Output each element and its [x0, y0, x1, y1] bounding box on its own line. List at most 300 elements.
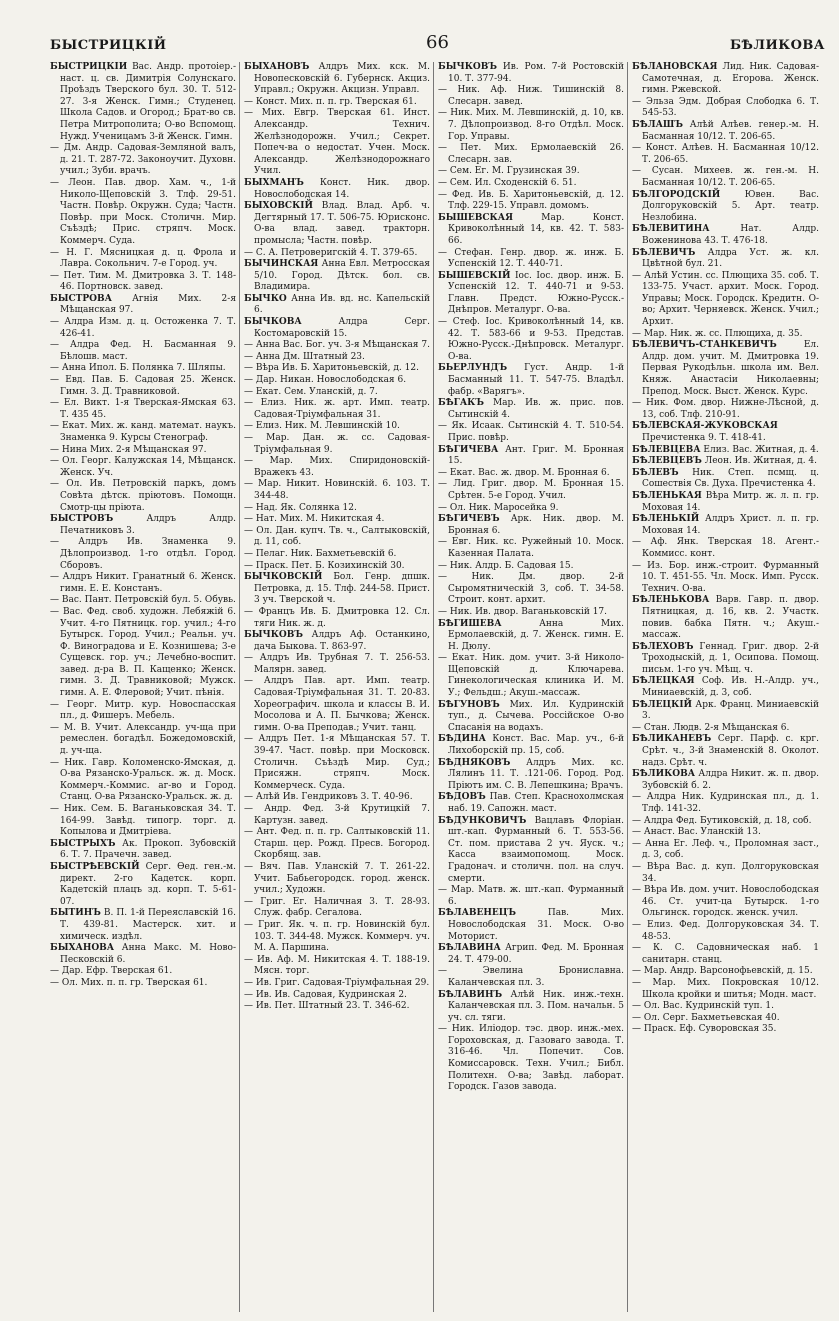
entry-details: Мар. Ник. ж. сс. Плющиха, д. 35. [643, 328, 803, 339]
directory-entry [50, 839, 236, 862]
directory-entry [632, 166, 819, 189]
entry-details: Арк. Ник. двор. М. Бронная 6. [448, 514, 624, 536]
entry-details: Анна Дм. Штатный 23. [255, 351, 365, 362]
entry-details: Нат. Мих. М. Никитская 4. [255, 514, 385, 525]
entry-details: Лид. Григ. двор. М. Бронная 15. Срѣтен. 5-е Город. Учил. [448, 479, 624, 501]
entry-details: С. А. Петроверигскій 4. Т. 379-65. [255, 247, 418, 258]
directory-entry [438, 537, 624, 560]
entry-details: Алдра Ник. Кудринская пл., д. 1. Тлф. 141-32. [642, 792, 819, 814]
directory-entry [50, 700, 236, 723]
entry-surname: БѢЛЕВСКАЯ-ЖУКОВСКАЯ [632, 421, 778, 432]
entry-details: Пет. Тим. М. Дмитровка 3. Т. 148-46. Портновск. завед. [60, 270, 236, 293]
entry-details: Фед. Ив. Б. Харитоньевскій, д. 12. Тлф. 229-15. Управл. домомъ. [448, 189, 624, 212]
entry-details: Евг. Ник. кс. Ружейный 10. Моск. Казенная Палата. [448, 537, 624, 559]
entry-details: Францъ Ив. Б. Дмитровка 12. Сл. тяги Ник. ж. д. [254, 606, 430, 629]
directory-entry [632, 120, 819, 143]
entry-surname: БѢЛАВЕНЕЦЪ [438, 908, 517, 919]
directory-entry [438, 213, 624, 248]
entry-details: Мар. Ив. ж. прис. пов. Сытинскій 4. [448, 398, 624, 420]
entry-details: Ник. Степ. псмщ. ц. Сошествія Св. Духа. Пречистенка 4. [642, 467, 819, 490]
directory-entry [50, 398, 236, 421]
entry-details: Ив. Ив. Садовая, Кудринская 2. [255, 989, 407, 1000]
directory-entry [632, 862, 819, 885]
directory-entry [632, 468, 819, 491]
directory-entry [50, 421, 236, 444]
entry-surname: БЫСТРОВА [50, 293, 112, 304]
entry-details: Стефан. Генр. двор. ж. инж. Б. Успенскій 12. Т. 440-71. [448, 247, 624, 270]
entry-details: Алѣй Ник. инж.-техн. Каланчевская пл. 3. Пом. начальн. 5 уч. сл. тяги. [448, 989, 624, 1023]
entry-details: Евд. Пав. Б. Садовая 25. Женск. Гимн. 3. Д. Травниковой. [60, 375, 236, 397]
directory-entry [438, 62, 624, 85]
directory-entry [438, 885, 624, 908]
entry-details: Екат. Ник. дом. учит. 3-й Николо-Щеповскій д. Ключарева. Гинекологическая клиника И. М. У.; Фельдш.; Акуш.-массаж. [448, 653, 624, 699]
page-header [50, 28, 825, 58]
entry-details: М. В. Учит. Александр. уч-ща при ремеслен. богадѣл. Божедомовскій, д. уч-ща. [60, 722, 236, 757]
entry-details: Леон. Ив. Житная, д. 4. [704, 456, 818, 467]
entry-details: Агрип. Фед. М. Бронная 24. Т. 479-00. [448, 943, 624, 965]
entry-details: Ак. Прокоп. Зубовскій 6. Т. 7. Прачечн. завед. [60, 838, 236, 861]
entry-details: Мар. Конст. Кривоколѣнный 14, кв. 42. Т. 583-66. [448, 212, 624, 246]
directory-entry [244, 676, 430, 734]
entry-details: Ник. Гавр. Коломенско-Ямская, д. О-ва Рязанско-Уральск. ж. д. Моск. Коммерч.-Коммис. аг-во и Город. Станц. О-ва Рязанско-Уральск. ж. д. [60, 757, 236, 803]
directory-entry [632, 421, 819, 444]
entry-details: Алдра Уст. ж. кл. Цвѣтной бул. 21. [642, 247, 819, 270]
directory-entry [438, 143, 624, 166]
directory-entry [438, 166, 624, 178]
entry-details: Елиз. Вас. Житная, д. 4. [703, 444, 819, 455]
entry-details: Алѣй Алѣев. генер.-м. Н. Басманная 10/12. Т. 206-65. [642, 119, 819, 142]
entry-details: Елиз. Фед. Долгоруковская 34. Т. 48-53. [642, 919, 819, 942]
directory-entry [50, 363, 236, 375]
entry-details: Серг. Ѳед. ген.-м. директ. 2-го Кадетск. корп. Кадетскій плацъ зд. корп. Т. 5-61-07. [60, 861, 236, 907]
directory-columns [50, 62, 825, 1312]
entry-details: Алдра Фед. Н. Басманная 9. Бѣлошв. маст. [60, 340, 236, 362]
entry-surname: БЫЧКОВЪ [244, 630, 303, 641]
directory-entry [632, 676, 819, 699]
entry-surname: БѢЛЕНЬКОВА [632, 595, 710, 606]
header-left-catchword: БЫСТРИЦКІЙ [50, 38, 167, 53]
directory-entry [50, 804, 236, 839]
entry-details: Елиз. Ник. ж. арт. Имп. театр. Садовая-Тріумфальная 31. [254, 398, 430, 420]
directory-entry [438, 908, 624, 943]
directory-entry [244, 1001, 430, 1013]
column-2 [244, 62, 434, 1312]
entry-surname: БЫЧКОВЪ [438, 62, 497, 72]
entry-surname: БѢЛЕВИТИНА [632, 224, 710, 235]
directory-entry [244, 317, 430, 340]
directory-entry [244, 827, 430, 862]
entry-details: Ол. Мих. п. п. гр. Тверская 61. [61, 977, 208, 988]
directory-entry [244, 62, 430, 97]
directory-entry [632, 978, 819, 1001]
entry-details: Григ. Ег. Наличная 3. Т. 28-93. Служ. фабр. Сегалова. [254, 896, 430, 919]
directory-entry [50, 294, 236, 317]
entry-surname: БЫЧКО [244, 293, 287, 304]
entry-details: Варв. Гавр. п. двор. Пятницкая, д. 16, кв. 2. Участк. повив. бабка Пятн. ч.; Акуш.-массаж. [642, 595, 819, 641]
directory-entry [244, 340, 430, 352]
entry-surname: БѢЛАНОВСКАЯ [632, 62, 718, 72]
entry-details: Вас. Пант. Петровскій бул. 5. Обувь. [61, 595, 236, 606]
directory-entry [50, 340, 236, 363]
directory-entry [50, 514, 236, 537]
entry-details: Сем. Ил. Сходенскій 6. 51. [449, 177, 577, 188]
directory-entry [632, 920, 819, 943]
entry-surname: БѢЛЕВИЧЪ-СТАНКЕВИЧЪ [632, 340, 777, 351]
entry-details: Ел. Викт. 1-я Тверская-Ямская 63. Т. 435 45. [60, 398, 236, 420]
directory-entry [244, 387, 430, 399]
entry-details: Алдръ Христ. л. п. гр. Моховая 14. [642, 514, 819, 536]
directory-entry [438, 468, 624, 480]
entry-surname: БѢЛЕНЬКІЙ [632, 514, 700, 525]
entry-surname: БѢДОВЪ [438, 792, 486, 803]
directory-entry [244, 862, 430, 897]
entry-details: Вас. Андр. протоіер.-наст. ц. св. Димитрія Солунскаго. Проѣздъ Тверского бул. 30. Т. 512-27. 3-я Женск. Гимн.; Студенец. Школа Садов. и Огород.; Брат-во св. Петра Митрополита; О-во Вспомощ. Нужд. Ученицамъ 3-й Женск. Гимн. [60, 62, 236, 142]
directory-entry [438, 943, 624, 966]
entry-details: Іос. Іос. двор. инж. Б. Успенскій 12. Т. 440-71 и 9-53. Главн. Предст. Южно-Русск.-Днѣпров. Металург. О-ва. [448, 270, 624, 316]
entry-surname: БЫХОВСКІЙ [244, 201, 313, 212]
entry-surname: БЫХМАНЪ [244, 177, 304, 188]
directory-entry [244, 734, 430, 792]
directory-entry [632, 491, 819, 514]
entry-details: Мар. Мих. Покровская 10/12. Школа кройки и шитья; Модн. маст. [642, 977, 819, 1000]
directory-entry [632, 190, 819, 225]
entry-details: Алдръ Пав. арт. Имп. театр. Садовая-Тріумфальная 31. Т. 20-83. Хореографич. школа и классы В. И. Мосолова и А. П. Бычкова; Женск. гимн. О-ва Преподав.; Учит. танц. [254, 676, 430, 733]
directory-entry [632, 456, 819, 468]
entry-surname: БѢДУНКОВИЧЪ [438, 815, 527, 826]
entry-details: К. С. Садовническая наб. 1 санитарн. станц. [642, 943, 819, 965]
entry-details: Серг. Парф. с. крг. Срѣт. ч., 3-й Знаменскій 8. Околот. надз. Срѣт. ч. [642, 734, 819, 768]
entry-details: Ив. Аф. М. Никитская 4. Т. 188-19. Мясн. торг. [254, 954, 430, 977]
entry-details: Стеф. Іос. Кривоколѣнный 14, кв. 42. Т. 583-66 и 9-53. Представ. Южно-Русск.-Днѣпровск. Металург. О-ва. [448, 317, 624, 362]
entry-surname: БЬЕРЛУНДЪ [438, 363, 508, 374]
entry-details: Алдра Никит. ж. п. двор. Зубовскій б. 2. [642, 769, 819, 791]
entry-details: Дм. Андр. Садовая-Земляной валъ, д. 21. Т. 287-72. Законоучит. Духовн. учил.; Зуби. врачъ. [60, 143, 236, 177]
entry-details: Георг. Митр. кур. Новоспасская пл., д. Фишеръ. Мебель. [60, 699, 236, 722]
directory-entry [50, 248, 236, 271]
entry-details: Алдра Фед. Бутиковскій, д. 18, соб. [643, 815, 812, 826]
directory-entry [244, 259, 430, 294]
entry-surname: БЫСТРОВЪ [50, 514, 114, 525]
directory-entry [438, 503, 624, 515]
entry-details: Екат. Сем. Уланскій, д. 7. [255, 386, 378, 397]
entry-details: Ник. Алдр. Б. Садовая 15. [449, 560, 574, 571]
entry-details: Мих. Ил. Кудринскій туп., д. Сычева. Россійское О-во Спасанія на водахъ. [448, 699, 624, 733]
directory-entry [438, 619, 624, 654]
directory-entry [438, 363, 624, 398]
directory-entry [438, 421, 624, 444]
entry-details: Анна Ипол. Б. Полянка 7. Шляпы. [61, 363, 226, 374]
directory-entry [244, 630, 430, 653]
directory-entry [50, 978, 236, 990]
entry-details: Алѣй Ив. Гендриковъ 3. Т. 40-96. [255, 792, 413, 803]
entry-details: Конст. Алѣев. Н. Басманная 10/12. Т. 206-65. [642, 143, 819, 165]
entry-details: Агнія Мих. 2-я Мѣщанская 97. [60, 293, 236, 316]
entry-surname: БЫЧКОВСКІЙ [244, 572, 323, 583]
directory-entry [438, 792, 624, 815]
entry-surname: БЫСТРѢЕВСКІЙ [50, 861, 140, 872]
directory-entry [632, 943, 819, 966]
directory-entry [244, 352, 430, 364]
directory-entry [244, 990, 430, 1002]
entry-details: Ник. Иліодор. тэс. двор. инж.-мех. Гороховская, д. Газоваго завода. Т. 316-46. Чл. Попечит. Сов. Комиссаровск. Техн. Учил.; Библ. Политехн. О-ва; Завѣд. лаборат. Городск. Газов завода. [448, 1024, 624, 1093]
entry-surname: БЫСТРЫХЪ [50, 838, 116, 849]
entry-details: Вѣра Вас. д. куп. Долгоруковская 34. [642, 861, 819, 884]
entry-details: Алдра Изм. д. ц. Остоженка 7. Т. 426-41. [60, 317, 236, 339]
entry-details: Лид. Ник. Садовая-Самотечная, д. Егорова. Женск. гимн. Ржевской. [642, 62, 819, 96]
directory-entry [438, 561, 624, 573]
directory-entry [632, 537, 819, 560]
entry-surname: БЫЧИНСКАЯ [244, 259, 319, 270]
directory-entry [632, 700, 819, 723]
entry-details: Ник. Мих. М. Левшинскій, д. 10, кв. 7. Дѣлопроизвод. 8-го Отдѣл. Моск. Гор. Управы. [448, 108, 624, 142]
directory-entry [632, 769, 819, 792]
directory-entry [244, 178, 430, 201]
entry-details: Эльза Эдм. Добрая Слободка 6. Т. 545-53. [642, 96, 819, 119]
directory-entry [244, 97, 430, 109]
directory-entry [50, 723, 236, 758]
entry-details: Конст. Ник. двор. Новослободская 14. [254, 177, 430, 200]
directory-entry [438, 966, 624, 989]
directory-entry [244, 897, 430, 920]
entry-details: Леон. Пав. двор. Хам. ч., 1-й Николо-Щеповскій 3. Тлф. 29-51. Частн. Повѣр. Окружн. Суда; Частн. Повѣр. при Моск. Столичн. Мир. Съѣздѣ; Прис. стряпч. Моск. Коммерч. Суда. [60, 177, 236, 246]
directory-entry [438, 190, 624, 213]
directory-entry [244, 433, 430, 456]
directory-entry [632, 792, 819, 815]
directory-entry [50, 758, 236, 804]
entry-details: Стан. Людв. 2-я Мѣщанская 6. [643, 722, 790, 733]
directory-entry [632, 271, 819, 329]
entry-surname: БѢЛЕВЦЕВА [632, 444, 701, 455]
entry-details: Сем. Ег. М. Грузинская 39. [449, 166, 580, 177]
entry-surname: БѢЛЕВИЧЪ [632, 247, 696, 258]
directory-entry [438, 445, 624, 468]
directory-entry [438, 700, 624, 735]
directory-entry [438, 607, 624, 619]
directory-entry [438, 271, 624, 317]
directory-entry [244, 375, 430, 387]
directory-entry [438, 734, 624, 757]
directory-entry [438, 317, 624, 363]
entry-details: Анна Вас. Бог. уч. 3-я Мѣщанская 7. [255, 340, 430, 351]
entry-details: Ювен. Вас. Долгоруковскій 5. Арт. театр. Незлобина. [642, 189, 819, 223]
entry-details: Як. Исаак. Сытинскій 4. Т. 510-54. Прис. повѣр. [448, 421, 624, 443]
directory-entry [438, 653, 624, 699]
entry-surname: БѢГИЧЕВА [438, 444, 499, 455]
directory-entry [50, 595, 236, 607]
entry-details: В. П. 1-й Переяславскій 16. Т. 439-81. Мастерск. хит. и химическ. издѣл. [60, 908, 236, 942]
entry-surname: БѢЛЕВЦЕВЪ [632, 456, 702, 467]
directory-entry [50, 862, 236, 908]
directory-entry [244, 108, 430, 178]
directory-entry [632, 340, 819, 398]
entry-surname: БѢГИШЕВА [438, 618, 502, 629]
directory-entry [244, 955, 430, 978]
directory-entry [632, 642, 819, 677]
entry-details: Ив. Пет. Штатный 23. Т. 346-62. [255, 1001, 410, 1012]
entry-surname: БЫШЕВСКІЙ [438, 270, 511, 281]
entry-details: Анна Макс. М. Ново-Песковскій 6. [60, 943, 236, 965]
entry-surname: БЫТИНЪ [50, 908, 101, 919]
directory-entry [50, 572, 236, 595]
directory-entry [632, 966, 819, 978]
directory-entry [244, 561, 430, 573]
directory-entry [632, 445, 819, 457]
directory-entry [50, 143, 236, 178]
directory-entry [50, 445, 236, 457]
entry-details: Анна Мих. Ермолаевскій, д. 7. Женск. гимн. Е. Н. Дюлу. [448, 618, 624, 652]
entry-surname: БѢЛЕЦКАЯ [632, 676, 695, 687]
directory-entry [632, 329, 819, 341]
entry-details: Алдръ Ив. Знаменка 9. Дѣлопроизвод. 1-го отдѣл. Город. Сборовъ. [60, 537, 236, 571]
entry-surname: БѢЛАВИНЪ [438, 989, 503, 1000]
directory-entry [244, 526, 430, 549]
entry-surname: БЫШЕВСКАЯ [438, 212, 514, 223]
directory-entry [438, 514, 624, 537]
entry-details: Ол. Георг. Калужская 14, Мѣщанск. Женск. Уч. [60, 456, 236, 478]
entry-surname: БѢЛАШЪ [632, 119, 683, 130]
entry-details: Григ. Як. ч. п. гр. Новинскій бул. 103. Т. 344-48. Мужск. Коммерч. уч. М. А. Паршина. [254, 919, 430, 954]
directory-entry [632, 561, 819, 596]
directory-entry [50, 271, 236, 294]
directory-entry [50, 375, 236, 398]
header-right-catchword: БѢЛИКОВА [729, 38, 825, 53]
entry-details: Ант. Фед. п. п. гр. Салтыковскій 11. Старш. цер. Рожд. Пресв. Богород. Скорбящ. зав. [254, 827, 430, 861]
directory-entry [632, 514, 819, 537]
entry-details: Анна Ив. вд. нс. Капельскій 6. [254, 293, 430, 316]
directory-entry [438, 178, 624, 190]
entry-details: Мар. Дан. ж. сс. Садовая-Тріумфальная 9. [254, 433, 430, 455]
page-number: 66 [426, 32, 449, 53]
entry-details: Ив. Ром. 7-й Ростовскій 10. Т. 377-94. [448, 62, 624, 84]
entry-details: Мар. Матв. ж. шт.-кап. Фурманный 6. [448, 885, 624, 907]
entry-surname: БѢЛЕВЪ [632, 467, 679, 478]
entry-surname: БѢДНЯКОВЪ [438, 757, 511, 768]
entry-details: Праск. Еф. Суворовская 35. [643, 1024, 777, 1035]
directory-entry [438, 248, 624, 271]
directory-entry [632, 248, 819, 271]
directory-entry [438, 85, 624, 108]
entry-details: Мар. Никит. Новинскій. 6. 103. Т. 344-48. [254, 479, 430, 501]
directory-entry [632, 224, 819, 247]
directory-entry [244, 503, 430, 515]
entry-details: Арк. Франц. Миниаевскій 3. [642, 699, 819, 722]
entry-details: Анна Евл. Метросская 5/10. Город. Дѣтск. бол. св. Владимира. [254, 259, 430, 293]
column-1 [50, 62, 240, 1312]
entry-details: Вѣра Митр. ж. л. п. гр. Моховая 14. [642, 490, 819, 513]
entry-surname: БѢГУНОВЪ [438, 699, 500, 710]
directory-entry [632, 398, 819, 421]
entry-surname: БѢЛАВИНА [438, 943, 501, 954]
entry-details: Над. Як. Солянка 12. [255, 502, 357, 513]
column-4 [632, 62, 822, 1312]
entry-details: Соф. Ив. Н.-Алдр. уч., Миниаевскій, д. 3, соб. [642, 676, 819, 699]
entry-details: Ол. Ив. Петровскій паркъ, домъ Совѣта дѣтск. пріютовъ. Помощн. Смотр-цы пріюта. [60, 479, 236, 513]
entry-surname: БѢДИНА [438, 734, 486, 745]
directory-entry [50, 943, 236, 966]
directory-entry [632, 839, 819, 862]
directory-entry [438, 398, 624, 421]
entry-details: Пет. Мих. Ермолаевскій 26. Слесарн. зав. [448, 143, 624, 165]
directory-entry [632, 723, 819, 735]
entry-details: Алдра Серг. Костомаровскій 15. [254, 317, 430, 339]
entry-surname: БѢЛИКОВА [632, 769, 696, 780]
directory-entry [438, 572, 624, 607]
entry-details: Н. Г. Мясницкая д. ц. Фрола и Лавра. Сокольнич. 7-е Город. уч. [60, 247, 236, 270]
entry-details: Ант. Григ. М. Бронная 15. [448, 444, 624, 467]
entry-details: Нина Мих. 2-я Мѣщанская 97. [61, 444, 207, 455]
entry-details: Бол. Генр. дпшк. Петровка, д. 15. Тлф. 244-58. Прист. 3 уч. Тверской ч. [254, 572, 430, 606]
entry-details: Густ. Андр. 1-й Басманный 11. Т. 547-75. Владѣл. фабр. «Варягъ». [448, 363, 624, 397]
entry-details: Сусан. Михеев. ж. ген.-м. Н. Басманная 10/12. Т. 206-65. [642, 166, 819, 188]
directory-entry [632, 143, 819, 166]
directory-entry [50, 966, 236, 978]
directory-entry [438, 108, 624, 143]
entry-details: Конст. Мих. п. п. гр. Тверская 61. [255, 96, 417, 107]
directory-entry [244, 978, 430, 990]
entry-details: Елиз. Ник. М. Левшинскій 10. [255, 421, 400, 432]
entry-details: Ник. Сем. Б. Ваганьковская 34. Т. 164-99. Завѣд. типогр. торг. д. Копылова и Дмитріева. [60, 804, 236, 838]
directory-entry [244, 804, 430, 827]
entry-surname: БѢЛЕЦКІЙ [632, 699, 693, 710]
directory-entry [244, 479, 430, 502]
directory-entry [50, 607, 236, 700]
entry-details: Геннад. Григ. двор. 2-й Троходыскій, д. 1, Осипова. Помощ. письм. 1-го уч. Мѣщ. ч. [642, 641, 819, 675]
entry-surname: БѢГАКЪ [438, 398, 484, 409]
entry-details: Алдръ Мих. кск. М. Новопесковскій 6. Губернск. Акциз. Управл.; Окружн. Акцизн. Управл. [254, 62, 430, 96]
entry-details: Ив. Григ. Садовая-Тріумфальная 29. [255, 977, 430, 988]
entry-details: Пав. Мих. Новослободская 31. Моск. О-во Моторист. [448, 908, 624, 942]
entry-details: Алѣй Устин. сс. Плющиха 35. соб. Т. 133-75. Участ. архит. Моск. Город. Управы; Моск. Городск. Кредитн. О-во; Архит. Черняевск. Женск. Учил.; Архит. [642, 270, 819, 328]
directory-entry [632, 734, 819, 769]
directory-entry [632, 595, 819, 641]
entry-surname: БѢЛЕНЬКАЯ [632, 490, 702, 501]
entry-details: Нат. Алдр. Воженинова 43. Т. 476-18. [642, 224, 819, 246]
entry-details: Екат. Вас. ж. двор. М. Бронная 6. [449, 467, 610, 478]
entry-surname: БѢЛИКАНЕВЪ [632, 734, 712, 745]
entry-details: Ол. Вас. Кудринскій туп. 1. [643, 1001, 774, 1012]
entry-details: Аф. Янк. Тверская 18. Агент.-Коммисс. конт. [642, 537, 819, 559]
entry-details: Ол. Ник. Маросейка 9. [449, 502, 559, 513]
directory-entry [244, 456, 430, 479]
entry-details: Эвелина Брониславна. Каланчевская пл. 3. [448, 966, 624, 988]
entry-details: Мих. Евгр. Тверская 61. Инст. Александр. Технич. Желѣзнодорожн. Учил.; Секрет. Попеч-ва о недостат. Учен. Моск. Александр. Желѣзнодорожнаго Учил. [254, 108, 430, 177]
entry-surname: БЫСТРИЦКІЙ [50, 62, 128, 72]
entry-details: Андр. Фед. 3-й Крутицкій 7. Картузн. завед. [254, 804, 430, 826]
directory-entry [244, 607, 430, 630]
directory-entry [244, 201, 430, 247]
directory-entry [50, 178, 236, 248]
entry-details: Ник. Дм. двор. 2-й Сыромятническій 3, соб. Т. 34-58. Строит. конт. архит. [448, 572, 624, 606]
entry-details: Мар. Андр. Варсонофьевскій, д. 15. [643, 966, 813, 977]
entry-details: Дар. Ефр. Тверская 61. [61, 966, 173, 977]
directory-entry [632, 885, 819, 920]
directory-entry [632, 1024, 819, 1036]
directory-entry [438, 816, 624, 886]
directory-entry [244, 549, 430, 561]
entry-details: Ол. Серг. Бахметьевская 40. [643, 1012, 780, 1023]
entry-surname: БЫХАНОВА [50, 943, 115, 954]
directory-entry [50, 537, 236, 572]
directory-entry [244, 792, 430, 804]
directory-entry [438, 758, 624, 793]
directory-entry [244, 421, 430, 433]
entry-details: Алдръ Пет. 1-я Мѣщанская 57. Т. 39-47. Част. повѣр. при Московск. Столичн. Съѣздѣ Мир. Суд.; Присяжн. стряпч. Моск. Коммерческ. Суда. [254, 734, 430, 791]
entry-details: Ел. Алдр. дом. учит. М. Дмитровка 19. Первая Рукодѣльн. школа им. Вел. Княж. Анастасіи Николаевны; Препод. Моск. Выст. Женск. Курс. [642, 340, 819, 397]
entry-surname: БѢЛГОРОДСКІЙ [632, 189, 721, 200]
directory-entry [244, 294, 430, 317]
entry-surname: БѢЛЕХОВЪ [632, 641, 694, 652]
directory-entry [244, 653, 430, 676]
